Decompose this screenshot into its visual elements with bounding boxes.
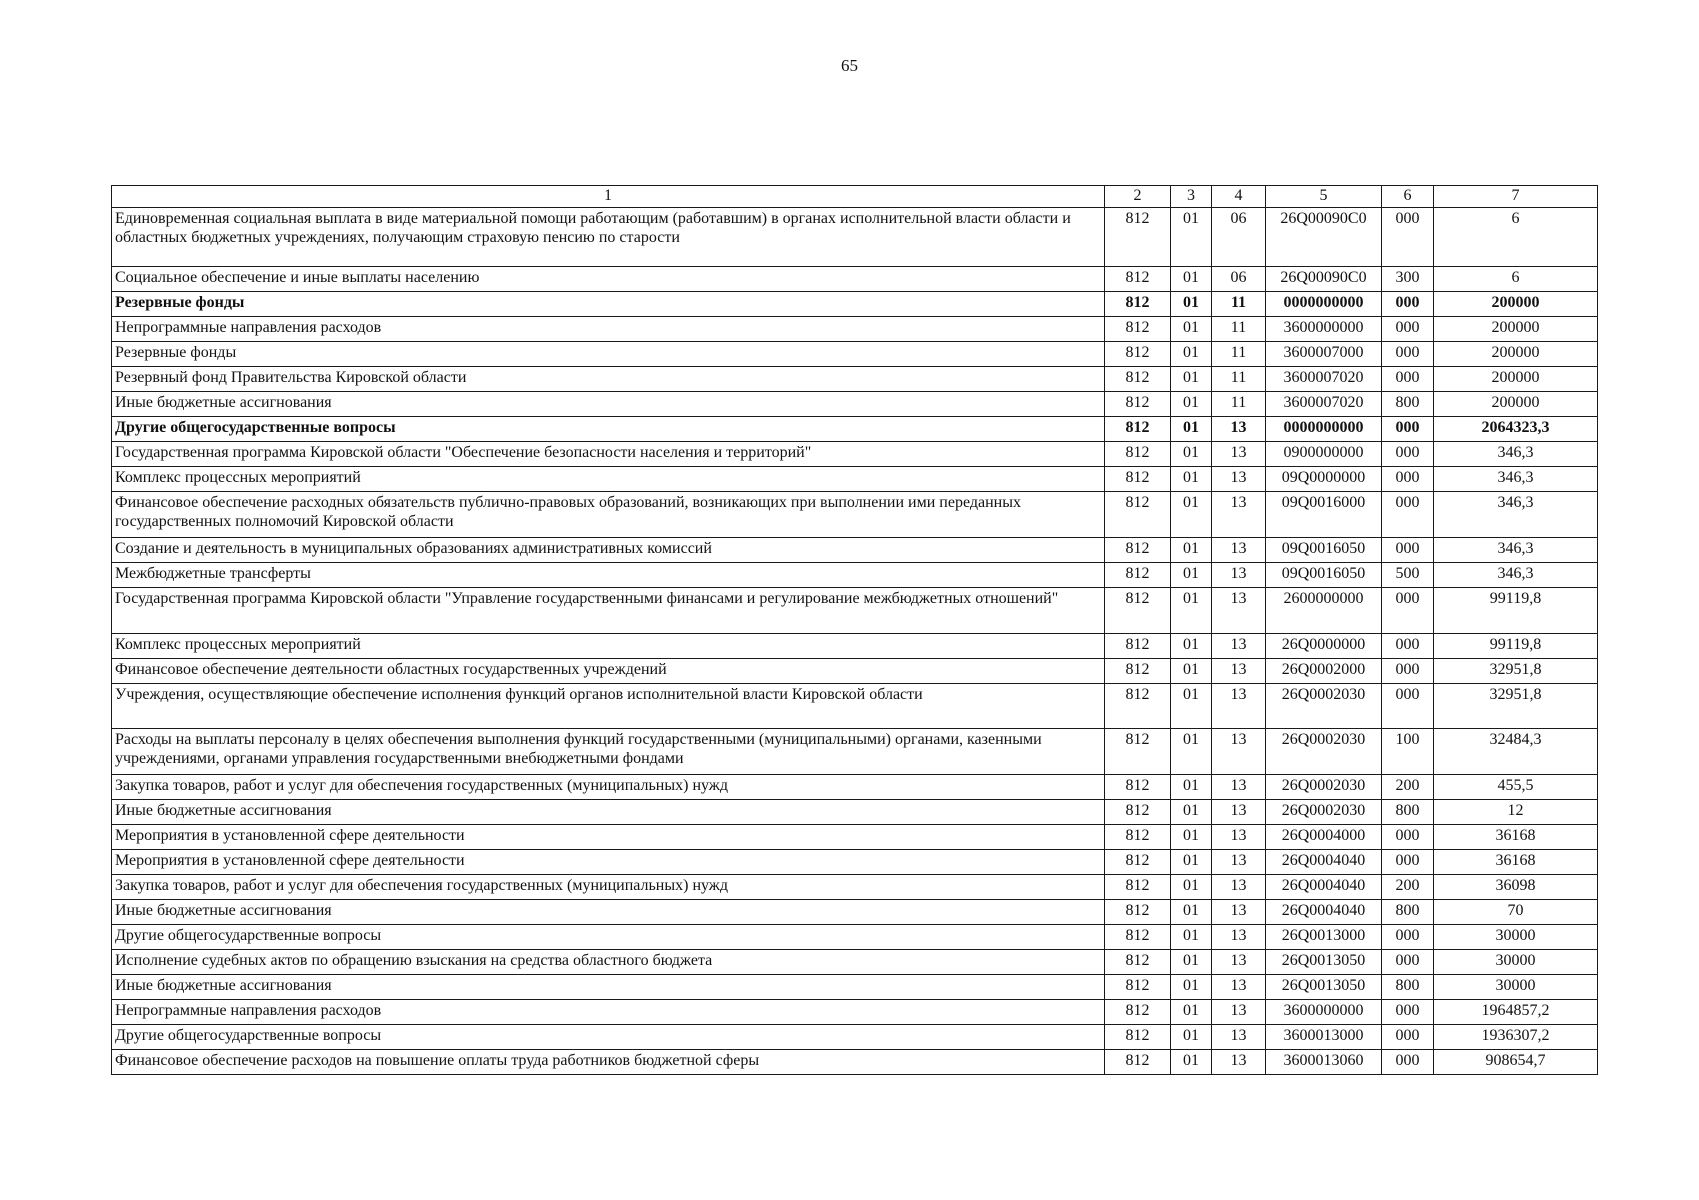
column-header-code: 2 [1105,186,1171,208]
table-header-row [112,186,1598,208]
row-code-cell: 812 [1105,850,1171,875]
row-expense-type-cell: 100 [1382,729,1434,775]
row-amount-cell: 2064323,3 [1434,417,1598,442]
table-row [112,850,1598,875]
row-section-cell: 01 [1171,292,1212,317]
row-code-cell: 812 [1105,800,1171,825]
row-expense-type-cell: 000 [1382,442,1434,467]
row-section-cell: 01 [1171,317,1212,342]
row-name-cell: Иные бюджетные ассигнования [112,392,1105,417]
row-amount-cell: 30000 [1434,975,1598,1000]
row-section-cell: 01 [1171,729,1212,775]
row-code-cell: 812 [1105,442,1171,467]
row-target-article-cell: 26Q0002030 [1266,800,1382,825]
row-expense-type-cell: 000 [1382,538,1434,563]
row-name-cell: Мероприятия в установленной сфере деятельности [112,850,1105,875]
table-row [112,729,1598,775]
row-subsection-cell: 13 [1212,1000,1266,1025]
row-expense-type-cell: 000 [1382,634,1434,659]
table-body [112,208,1598,1075]
row-code-cell: 812 [1105,900,1171,925]
row-subsection-cell: 13 [1212,925,1266,950]
row-amount-cell: 200000 [1434,367,1598,392]
column-header-section: 3 [1171,186,1212,208]
table-row [112,442,1598,467]
row-amount-cell: 70 [1434,900,1598,925]
table-row [112,950,1598,975]
row-name-cell: Исполнение судебных актов по обращению взыскания на средства областного бюджета [112,950,1105,975]
row-expense-type-cell: 000 [1382,850,1434,875]
row-name-cell: Единовременная социальная выплата в виде материальной помощи работающим (работавшим) в органах исполнительной власти области и областных бюджетных учреждениях, получающим страховую пенсию по старости [112,208,1105,267]
row-code-cell: 812 [1105,729,1171,775]
row-name-cell: Резервный фонд Правительства Кировской области [112,367,1105,392]
table-row [112,208,1598,267]
row-code-cell: 812 [1105,538,1171,563]
row-expense-type-cell: 800 [1382,392,1434,417]
row-code-cell: 812 [1105,684,1171,729]
row-subsection-cell: 13 [1212,467,1266,492]
row-amount-cell: 908654,7 [1434,1050,1598,1075]
table-row [112,538,1598,563]
row-code-cell: 812 [1105,1000,1171,1025]
row-section-cell: 01 [1171,442,1212,467]
row-subsection-cell: 11 [1212,367,1266,392]
table-row [112,317,1598,342]
table-row [112,800,1598,825]
row-expense-type-cell: 000 [1382,367,1434,392]
row-target-article-cell: 3600013000 [1266,1025,1382,1050]
row-name-cell: Другие общегосударственные вопросы [112,925,1105,950]
row-subsection-cell: 13 [1212,800,1266,825]
row-expense-type-cell: 000 [1382,417,1434,442]
row-code-cell: 812 [1105,1050,1171,1075]
row-amount-cell: 1964857,2 [1434,1000,1598,1025]
table-row [112,492,1598,538]
row-subsection-cell: 13 [1212,825,1266,850]
row-name-cell: Финансовое обеспечение расходных обязательств публично-правовых образований, возникающих при выполнении ими переданных государственных полномочий Кировской области [112,492,1105,538]
row-subsection-cell: 13 [1212,975,1266,1000]
row-subsection-cell: 13 [1212,775,1266,800]
table-row [112,367,1598,392]
row-code-cell: 812 [1105,634,1171,659]
row-subsection-cell: 13 [1212,1025,1266,1050]
table-row [112,588,1598,634]
row-amount-cell: 32484,3 [1434,729,1598,775]
table-row [112,267,1598,292]
row-target-article-cell: 26Q0013050 [1266,975,1382,1000]
row-expense-type-cell: 000 [1382,492,1434,538]
row-subsection-cell: 13 [1212,634,1266,659]
row-code-cell: 812 [1105,1025,1171,1050]
row-amount-cell: 32951,8 [1434,684,1598,729]
row-section-cell: 01 [1171,1025,1212,1050]
row-expense-type-cell: 200 [1382,875,1434,900]
row-target-article-cell: 26Q0002030 [1266,729,1382,775]
row-code-cell: 812 [1105,659,1171,684]
row-section-cell: 01 [1171,634,1212,659]
row-target-article-cell: 26Q0004040 [1266,900,1382,925]
row-amount-cell: 36168 [1434,850,1598,875]
row-section-cell: 01 [1171,1000,1212,1025]
table-row [112,392,1598,417]
row-name-cell: Межбюджетные трансферты [112,563,1105,588]
row-subsection-cell: 13 [1212,417,1266,442]
row-target-article-cell: 26Q0002030 [1266,684,1382,729]
row-target-article-cell: 26Q0013000 [1266,925,1382,950]
table-row [112,467,1598,492]
row-section-cell: 01 [1171,588,1212,634]
row-section-cell: 01 [1171,367,1212,392]
row-name-cell: Социальное обеспечение и иные выплаты населению [112,267,1105,292]
row-subsection-cell: 13 [1212,538,1266,563]
table-row [112,342,1598,367]
row-target-article-cell: 09Q0000000 [1266,467,1382,492]
column-header-name: 1 [112,186,1105,208]
row-name-cell: Финансовое обеспечение деятельности областных государственных учреждений [112,659,1105,684]
row-code-cell: 812 [1105,392,1171,417]
column-header-target-article: 5 [1266,186,1382,208]
row-target-article-cell: 0000000000 [1266,292,1382,317]
row-expense-type-cell: 000 [1382,1025,1434,1050]
row-section-cell: 01 [1171,975,1212,1000]
row-target-article-cell: 26Q0004040 [1266,875,1382,900]
row-target-article-cell: 0900000000 [1266,442,1382,467]
row-amount-cell: 12 [1434,800,1598,825]
row-target-article-cell: 09Q0016000 [1266,492,1382,538]
row-name-cell: Другие общегосударственные вопросы [112,1025,1105,1050]
row-expense-type-cell: 000 [1382,1000,1434,1025]
row-section-cell: 01 [1171,775,1212,800]
row-section-cell: 01 [1171,825,1212,850]
row-expense-type-cell: 000 [1382,684,1434,729]
row-expense-type-cell: 000 [1382,950,1434,975]
row-section-cell: 01 [1171,684,1212,729]
row-section-cell: 01 [1171,492,1212,538]
row-target-article-cell: 3600007020 [1266,392,1382,417]
row-subsection-cell: 11 [1212,342,1266,367]
column-header-expense-type: 6 [1382,186,1434,208]
row-subsection-cell: 06 [1212,208,1266,267]
row-expense-type-cell: 800 [1382,975,1434,1000]
row-name-cell: Учреждения, осуществляющие обеспечение исполнения функций органов исполнительной власти Кировской области [112,684,1105,729]
row-section-cell: 01 [1171,563,1212,588]
row-section-cell: 01 [1171,900,1212,925]
row-code-cell: 812 [1105,925,1171,950]
row-subsection-cell: 11 [1212,392,1266,417]
row-name-cell: Комплекс процессных мероприятий [112,634,1105,659]
row-name-cell: Иные бюджетные ассигнования [112,800,1105,825]
row-section-cell: 01 [1171,850,1212,875]
row-amount-cell: 6 [1434,208,1598,267]
row-amount-cell: 346,3 [1434,492,1598,538]
row-subsection-cell: 13 [1212,729,1266,775]
row-code-cell: 812 [1105,563,1171,588]
row-section-cell: 01 [1171,342,1212,367]
row-expense-type-cell: 000 [1382,342,1434,367]
row-code-cell: 812 [1105,292,1171,317]
row-name-cell: Финансовое обеспечение расходов на повышение оплаты труда работников бюджетной сферы [112,1050,1105,1075]
row-expense-type-cell: 500 [1382,563,1434,588]
row-code-cell: 812 [1105,367,1171,392]
row-amount-cell: 30000 [1434,950,1598,975]
row-name-cell: Иные бюджетные ассигнования [112,900,1105,925]
row-code-cell: 812 [1105,467,1171,492]
row-target-article-cell: 3600013060 [1266,1050,1382,1075]
row-target-article-cell: 26Q00090C0 [1266,267,1382,292]
column-header-amount: 7 [1434,186,1598,208]
row-amount-cell: 200000 [1434,292,1598,317]
table-row [112,563,1598,588]
row-name-cell: Закупка товаров, работ и услуг для обеспечения государственных (муниципальных) нужд [112,875,1105,900]
row-subsection-cell: 13 [1212,684,1266,729]
row-target-article-cell: 09Q0016050 [1266,563,1382,588]
row-expense-type-cell: 000 [1382,1050,1434,1075]
row-expense-type-cell: 800 [1382,800,1434,825]
row-amount-cell: 200000 [1434,392,1598,417]
row-name-cell: Закупка товаров, работ и услуг для обеспечения государственных (муниципальных) нужд [112,775,1105,800]
row-code-cell: 812 [1105,492,1171,538]
row-section-cell: 01 [1171,267,1212,292]
row-name-cell: Государственная программа Кировской области "Управление государственными финансами и регулирование межбюджетных отношений" [112,588,1105,634]
row-target-article-cell: 09Q0016050 [1266,538,1382,563]
row-target-article-cell: 26Q0004040 [1266,850,1382,875]
row-amount-cell: 36168 [1434,825,1598,850]
row-target-article-cell: 3600007020 [1266,367,1382,392]
table-row [112,292,1598,317]
table-row [112,975,1598,1000]
row-subsection-cell: 13 [1212,659,1266,684]
row-target-article-cell: 26Q0013050 [1266,950,1382,975]
table-row [112,634,1598,659]
row-name-cell: Другие общегосударственные вопросы [112,417,1105,442]
row-subsection-cell: 11 [1212,317,1266,342]
row-target-article-cell: 2600000000 [1266,588,1382,634]
table-row [112,775,1598,800]
row-name-cell: Создание и деятельность в муниципальных образованиях административных комиссий [112,538,1105,563]
row-subsection-cell: 13 [1212,850,1266,875]
row-name-cell: Иные бюджетные ассигнования [112,975,1105,1000]
row-section-cell: 01 [1171,659,1212,684]
row-code-cell: 812 [1105,588,1171,634]
row-expense-type-cell: 000 [1382,588,1434,634]
row-amount-cell: 200000 [1434,317,1598,342]
row-subsection-cell: 13 [1212,492,1266,538]
row-subsection-cell: 06 [1212,267,1266,292]
row-expense-type-cell: 000 [1382,825,1434,850]
row-code-cell: 812 [1105,267,1171,292]
row-name-cell: Комплекс процессных мероприятий [112,467,1105,492]
row-expense-type-cell: 000 [1382,925,1434,950]
row-amount-cell: 1936307,2 [1434,1025,1598,1050]
row-section-cell: 01 [1171,950,1212,975]
table-row [112,925,1598,950]
row-code-cell: 812 [1105,825,1171,850]
row-subsection-cell: 11 [1212,292,1266,317]
budget-table [111,185,1598,1075]
row-expense-type-cell: 000 [1382,292,1434,317]
table-row [112,1025,1598,1050]
row-section-cell: 01 [1171,925,1212,950]
row-target-article-cell: 26Q0002030 [1266,775,1382,800]
row-section-cell: 01 [1171,467,1212,492]
row-code-cell: 812 [1105,875,1171,900]
page-number: 65 [841,56,858,75]
row-code-cell: 812 [1105,775,1171,800]
row-code-cell: 812 [1105,342,1171,367]
table-row [112,684,1598,729]
row-section-cell: 01 [1171,800,1212,825]
table-row [112,875,1598,900]
table-row [112,900,1598,925]
row-subsection-cell: 13 [1212,588,1266,634]
row-section-cell: 01 [1171,417,1212,442]
row-code-cell: 812 [1105,317,1171,342]
row-name-cell: Непрограммные направления расходов [112,1000,1105,1025]
row-target-article-cell: 26Q0002000 [1266,659,1382,684]
row-code-cell: 812 [1105,950,1171,975]
table-row [112,1050,1598,1075]
row-target-article-cell: 26Q0004000 [1266,825,1382,850]
row-expense-type-cell: 000 [1382,317,1434,342]
row-section-cell: 01 [1171,538,1212,563]
row-target-article-cell: 26Q00090C0 [1266,208,1382,267]
row-amount-cell: 346,3 [1434,442,1598,467]
row-amount-cell: 6 [1434,267,1598,292]
row-amount-cell: 99119,8 [1434,634,1598,659]
row-amount-cell: 200000 [1434,342,1598,367]
row-subsection-cell: 13 [1212,1050,1266,1075]
row-name-cell: Мероприятия в установленной сфере деятельности [112,825,1105,850]
row-code-cell: 812 [1105,208,1171,267]
row-section-cell: 01 [1171,208,1212,267]
row-amount-cell: 346,3 [1434,538,1598,563]
row-name-cell: Расходы на выплаты персоналу в целях обеспечения выполнения функций государственными (муниципальными) органами, казенными учреждениями, органами управления государственными внебюджетными фондами [112,729,1105,775]
row-amount-cell: 36098 [1434,875,1598,900]
row-subsection-cell: 13 [1212,563,1266,588]
table-row [112,659,1598,684]
row-code-cell: 812 [1105,417,1171,442]
row-target-article-cell: 0000000000 [1266,417,1382,442]
row-expense-type-cell: 200 [1382,775,1434,800]
table-row [112,1000,1598,1025]
row-amount-cell: 455,5 [1434,775,1598,800]
row-section-cell: 01 [1171,392,1212,417]
row-amount-cell: 30000 [1434,925,1598,950]
row-subsection-cell: 13 [1212,875,1266,900]
table-row [112,825,1598,850]
row-expense-type-cell: 000 [1382,659,1434,684]
row-target-article-cell: 3600007000 [1266,342,1382,367]
row-code-cell: 812 [1105,975,1171,1000]
row-name-cell: Резервные фонды [112,292,1105,317]
row-expense-type-cell: 000 [1382,208,1434,267]
row-section-cell: 01 [1171,1050,1212,1075]
column-header-subsection: 4 [1212,186,1266,208]
row-subsection-cell: 13 [1212,950,1266,975]
row-expense-type-cell: 000 [1382,467,1434,492]
row-name-cell: Резервные фонды [112,342,1105,367]
row-expense-type-cell: 300 [1382,267,1434,292]
row-amount-cell: 346,3 [1434,563,1598,588]
row-subsection-cell: 13 [1212,900,1266,925]
row-subsection-cell: 13 [1212,442,1266,467]
row-section-cell: 01 [1171,875,1212,900]
row-expense-type-cell: 800 [1382,900,1434,925]
row-name-cell: Государственная программа Кировской области "Обеспечение безопасности населения и территорий" [112,442,1105,467]
row-target-article-cell: 26Q0000000 [1266,634,1382,659]
row-target-article-cell: 3600000000 [1266,1000,1382,1025]
row-amount-cell: 346,3 [1434,467,1598,492]
table-row [112,417,1598,442]
row-amount-cell: 32951,8 [1434,659,1598,684]
row-name-cell: Непрограммные направления расходов [112,317,1105,342]
row-amount-cell: 99119,8 [1434,588,1598,634]
row-target-article-cell: 3600000000 [1266,317,1382,342]
